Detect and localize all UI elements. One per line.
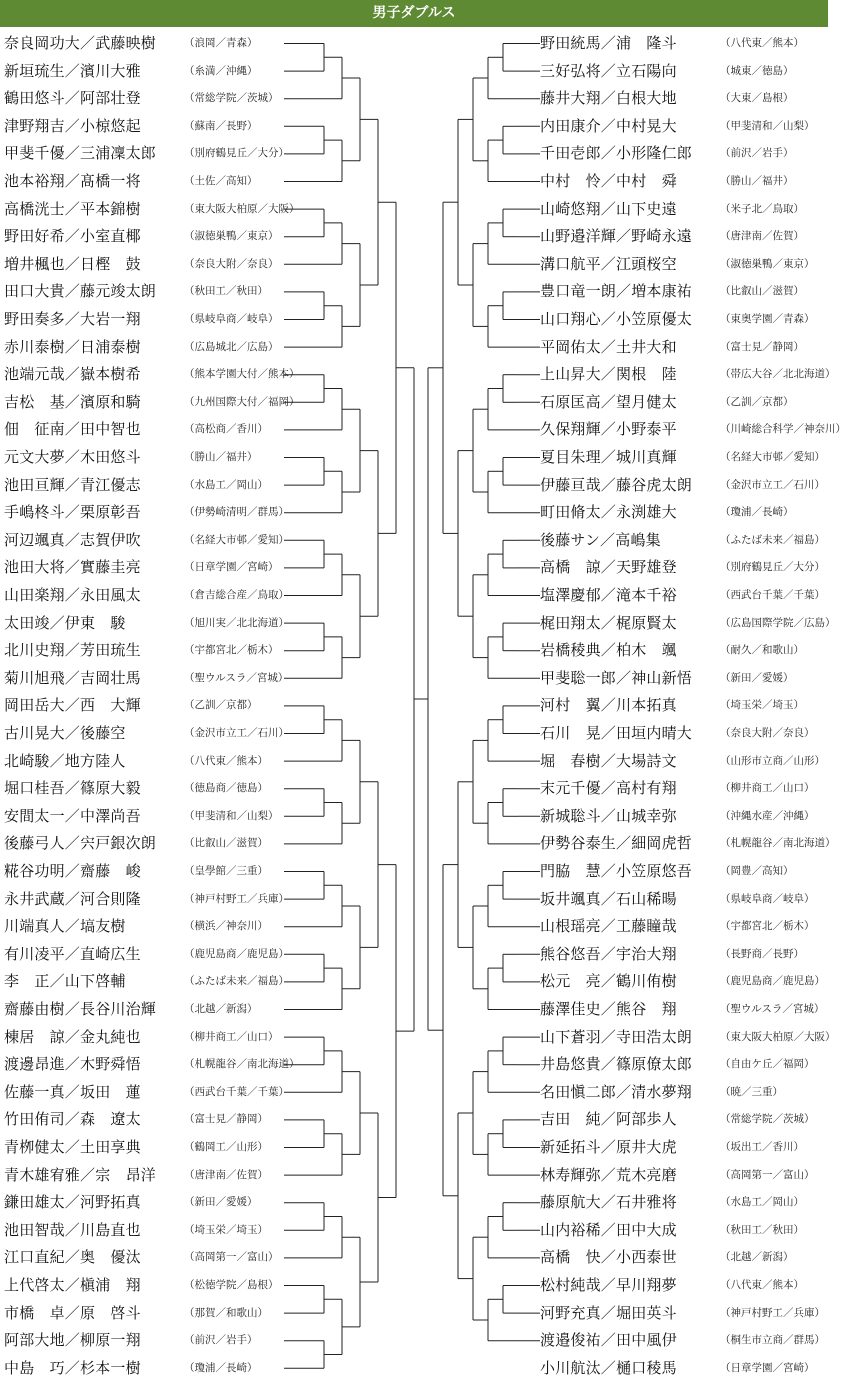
player-names: 吉松 基／濱原和騎 (4, 392, 141, 411)
player-names: 門脇 慧／小笠原悠吾 (540, 862, 693, 880)
player-names: 藤井大翔／白根大地 (540, 89, 677, 108)
player-names: 岩橋稜典／柏木 颯 (540, 641, 677, 660)
school-prefecture: （米子北／鳥取） (720, 202, 804, 215)
school-prefecture: （日章学園／宮崎） (720, 1361, 815, 1374)
player-names: 棟居 諒／金丸純也 (4, 1027, 141, 1046)
player-names: 池田亘輝／青江優志 (4, 475, 141, 494)
player-names: 堀口桂吾／篠原大毅 (4, 779, 141, 798)
school-prefecture: （比叡山／滋賀） (184, 837, 268, 850)
player-names: 伊勢谷泰生／細岡虎哲 (540, 834, 693, 853)
school-prefecture: （金沢市立工／石川） (184, 727, 289, 739)
school-prefecture: （宇都宮北／栃木） (720, 920, 815, 933)
player-names: 溝口航平／江頭桜空 (540, 254, 677, 273)
player-names: 梶田翔太／梶原賢太 (540, 613, 677, 632)
page-title: 男子ダブルス (0, 0, 828, 27)
player-names: 阿部大地／柳原一翔 (4, 1331, 141, 1350)
school-prefecture: （西武台千葉／千葉） (184, 1085, 289, 1098)
player-names: 佃 征南／田中智也 (4, 420, 141, 439)
school-prefecture: （別府鶴見丘／大分） (720, 561, 825, 574)
player-names: 坂井颯真／石山稀暘 (540, 889, 677, 908)
player-names: 藤原航大／石井雅将 (540, 1193, 677, 1212)
player-names: 石原匡高／望月健太 (540, 392, 677, 411)
school-prefecture: （富士見／静岡） (720, 340, 804, 353)
player-names: 伊藤亘哉／藤谷虎太朗 (540, 475, 693, 494)
player-names: 岡田岳大／西 大輝 (4, 696, 141, 715)
school-prefecture: （勝山／福井） (720, 175, 794, 187)
school-prefecture: （乙訓／京都） (184, 699, 258, 712)
school-prefecture: （富士見／静岡） (184, 1113, 268, 1126)
school-prefecture: （乙訓／京都） (720, 395, 794, 408)
school-prefecture: （常総学院／茨城） (720, 1113, 815, 1126)
player-names: 中島 巧／杉本一樹 (4, 1358, 141, 1377)
school-prefecture: （秋田工／秋田） (720, 1223, 804, 1236)
school-prefecture: （帯広大谷／北北海道） (720, 368, 836, 381)
player-names: 山下蒼羽／寺田浩太朗 (540, 1027, 693, 1046)
player-names: 河辺颯真／志賀伊吹 (4, 530, 141, 549)
school-prefecture: （松徳学院／島根） (184, 1279, 279, 1291)
school-prefecture: （瓊浦／長崎） (184, 1361, 258, 1374)
player-names: 糀谷功明／齋藤 峻 (4, 862, 141, 880)
school-prefecture: （皇學館／三重） (184, 865, 268, 877)
school-prefecture: （唐津南／佐賀） (720, 230, 804, 243)
school-prefecture: （山形市立商／山形） (720, 754, 825, 767)
player-names: 山野邉洋輝／野崎永遠 (540, 227, 693, 246)
player-names: 李 正／山下啓輔 (4, 972, 126, 991)
school-prefecture: （広島国際学院／広島） (720, 616, 836, 629)
school-prefecture: （水島工／岡山） (184, 478, 268, 491)
player-names: 甲斐千優／三浦凜太郎 (4, 144, 157, 163)
school-prefecture: （糸満／沖縄） (184, 64, 258, 77)
player-names: 高橋洸士／平本錦樹 (4, 199, 141, 218)
school-prefecture: （甲斐清和／山梨） (184, 809, 279, 822)
player-names: 三好弘将／立石陽向 (540, 61, 677, 80)
school-prefecture: （甲斐清和／山梨） (720, 119, 815, 132)
player-names: 熊谷悠吾／宇治大翔 (540, 944, 677, 963)
school-prefecture: （坂出工／香川） (720, 1141, 804, 1153)
school-prefecture: （北越／新潟） (720, 1251, 794, 1264)
player-names: 新垣琉生／濱川大雅 (4, 61, 141, 80)
school-prefecture: （旭川実／北北海道） (184, 616, 289, 629)
player-names: 町田脩太／永渕雄大 (540, 503, 677, 522)
player-names: 名田愼二郎／清水夢翔 (540, 1082, 693, 1101)
player-names: 増井楓也／日樫 鼓 (4, 254, 141, 273)
player-names: 渡邉俊祐／田中風伊 (540, 1331, 677, 1350)
player-names: 豊口竜一朗／増本康祐 (540, 282, 693, 301)
player-names: 夏目朱理／城川真輝 (540, 448, 677, 466)
school-prefecture: （熊本学園大付／熊本） (184, 368, 300, 381)
player-names: 永井武蔵／河合則隆 (4, 889, 141, 908)
school-prefecture: （県岐阜商／岐阜） (720, 892, 815, 905)
player-names: 小川航汰／樋口稜馬 (540, 1358, 677, 1377)
player-names: 野田統馬／浦 隆斗 (540, 34, 677, 52)
player-names: 池田智哉／川島直也 (4, 1220, 141, 1239)
player-names: 平岡佑太／土井大和 (540, 337, 677, 356)
player-names: 石川 晃／田垣内晴大 (540, 724, 693, 742)
player-names: 塩澤慶郁／滝本千裕 (540, 586, 677, 604)
player-names: 松元 亮／鶴川侑樹 (540, 972, 677, 991)
school-prefecture: （名経大市邨／愛知） (184, 533, 289, 546)
school-prefecture: （奈良大附／奈良） (184, 257, 279, 270)
school-prefecture: （淑徳巣鴨／東京） (720, 257, 815, 270)
school-prefecture: （北越／新潟） (184, 1003, 258, 1015)
school-prefecture: （岡豊／高知） (720, 865, 794, 877)
school-prefecture: （神戸村野工／兵庫） (720, 1306, 825, 1319)
player-names: 田口大貴／藤元竣太朗 (4, 282, 157, 301)
school-prefecture: （八代東／熊本） (720, 37, 804, 49)
player-names: 池本裕翔／髙橋一将 (4, 172, 141, 190)
player-names: 青栁健太／土田享典 (4, 1138, 141, 1156)
player-names: 池田大将／實藤圭亮 (4, 558, 141, 577)
player-names: 鶴田悠斗／阿部壮登 (4, 89, 141, 108)
player-names: 松村純哉／早川翔夢 (540, 1276, 677, 1294)
school-prefecture: （浪岡／青森） (184, 37, 258, 49)
player-names: 野田奏多／大岩一翔 (4, 310, 141, 328)
school-prefecture: （別府鶴見丘／大分） (184, 147, 289, 160)
player-names: 林寿輝弥／荒木亮磨 (540, 1165, 677, 1184)
player-names: 高橋 快／小西泰世 (540, 1248, 677, 1267)
school-prefecture: （土佐／高知） (184, 175, 258, 187)
player-names: 千田壱郎／小形隆仁郎 (540, 144, 693, 163)
player-names: 井島悠貴／篠原僚太郎 (540, 1055, 693, 1074)
player-names: 江口直紀／奥 優汰 (4, 1248, 141, 1267)
player-names: 古川晃大／後藤空 (4, 724, 126, 742)
school-prefecture: （鹿児島商／鹿児島） (184, 947, 289, 960)
school-prefecture: （鶴岡工／山形） (184, 1141, 268, 1153)
school-prefecture: （西武台千葉／千葉） (720, 589, 825, 601)
school-prefecture: （聖ウルスラ／宮城） (184, 671, 289, 684)
school-prefecture: （暁／三重） (720, 1085, 783, 1098)
player-names: 菊川旭飛／吉岡壮馬 (4, 668, 141, 687)
school-prefecture: （川崎総合科学／神奈川） (720, 423, 846, 436)
school-prefecture: （県岐阜商／岐阜） (184, 313, 279, 325)
player-names: 高橋 諒／天野雄登 (540, 558, 677, 577)
school-prefecture: （東大阪大柏原／大阪） (720, 1030, 836, 1043)
school-prefecture: （新田／愛媛） (720, 671, 794, 684)
player-names: 内田康介／中村晃大 (540, 116, 677, 135)
player-names: 市橋 卓／原 啓斗 (4, 1303, 141, 1322)
school-prefecture: （水島工／岡山） (720, 1196, 804, 1209)
school-prefecture: （東奥学園／青森） (720, 313, 815, 325)
player-names: 手嶋柊斗／栗原彰吾 (4, 503, 141, 522)
school-prefecture: （ふたば未来／福島） (720, 533, 825, 546)
player-names: 川端真人／塙友樹 (4, 917, 126, 936)
player-names: 竹田侑司／森 遼太 (4, 1110, 141, 1129)
player-names: 北崎駿／地方陸人 (4, 751, 126, 770)
player-names: 有川凌平／直崎広生 (4, 944, 141, 963)
player-names: 藤澤佳史／熊谷 翔 (540, 1000, 677, 1018)
player-names: 堀 春樹／大場詩文 (540, 751, 677, 770)
player-names: 山田楽翔／永田風太 (4, 586, 141, 604)
school-prefecture: （東大阪大柏原／大阪） (184, 202, 300, 215)
player-names: 甲斐聡一郎／神山新悟 (540, 668, 693, 687)
school-prefecture: （日章学園／宮崎） (184, 561, 279, 574)
school-prefecture: （聖ウルスラ／宮城） (720, 1003, 825, 1015)
player-names: 赤川泰樹／日浦泰樹 (4, 337, 141, 356)
school-prefecture: （埼玉栄／埼玉） (184, 1223, 268, 1236)
player-names: 鎌田雄太／河野拓真 (4, 1193, 141, 1212)
player-names: 山崎悠翔／山下史遠 (540, 199, 677, 218)
school-prefecture: （比叡山／滋賀） (720, 285, 804, 298)
school-prefecture: （宇都宮北／栃木） (184, 644, 279, 657)
school-prefecture: （神戸村野工／兵庫） (184, 892, 289, 905)
school-prefecture: （自由ケ丘／福岡） (720, 1058, 815, 1071)
school-prefecture: （淑徳巣鴨／東京） (184, 230, 279, 243)
player-names: 安間太一／中澤尚吾 (4, 806, 141, 825)
player-names: 後藤サン／高嶋集 (540, 530, 661, 549)
school-prefecture: （瓊浦／長崎） (720, 506, 794, 519)
school-prefecture: （金沢市立工／石川） (720, 478, 825, 491)
player-names: 山根瑶亮／工藤瞳哉 (540, 917, 677, 936)
player-names: 元文大夢／木田悠斗 (4, 448, 141, 466)
player-names: 渡邊昂進／木野舜悟 (4, 1055, 141, 1074)
school-prefecture: （八代東／熊本） (720, 1279, 804, 1291)
player-names: 奈良岡功大／武藤映樹 (4, 34, 157, 52)
school-prefecture: （高松商／香川） (184, 423, 268, 436)
player-names: 久保翔輝／小野泰平 (540, 420, 677, 439)
school-prefecture: （八代東／熊本） (184, 754, 268, 767)
school-prefecture: （蘇南／長野） (184, 119, 258, 132)
school-prefecture: （広島城北／広島） (184, 340, 279, 353)
player-names: 新延拓斗／原井大虎 (540, 1138, 677, 1156)
player-names: 野田好希／小室直椰 (4, 227, 141, 246)
school-prefecture: （那賀／和歌山） (184, 1306, 268, 1319)
player-names: 齋藤由樹／長谷川治輝 (4, 1000, 157, 1018)
school-prefecture: （大東／島根） (720, 92, 794, 105)
school-prefecture: （耐久／和歌山） (720, 644, 804, 657)
school-prefecture: （秋田工／秋田） (184, 285, 268, 298)
player-names: 上山昇大／関根 陸 (540, 365, 677, 384)
school-prefecture: （高岡第一／富山） (720, 1168, 815, 1181)
school-prefecture: （倉吉総合産／鳥取） (184, 589, 289, 601)
school-prefecture: （前沢／岩手） (720, 147, 794, 160)
school-prefecture: （鹿児島商／鹿児島） (720, 975, 825, 988)
player-names: 後藤弓人／宍戸銀次朗 (4, 834, 157, 853)
player-names: 佐藤一真／坂田 蓮 (4, 1082, 141, 1101)
school-prefecture: （高岡第一／富山） (184, 1251, 279, 1264)
school-prefecture: （奈良大附／奈良） (720, 727, 815, 739)
player-names: 青木雄宥雅／宗 昂洋 (4, 1165, 157, 1184)
school-prefecture: （桐生市立商／群馬） (720, 1334, 825, 1347)
school-prefecture: （札幌龍谷／南北海道） (720, 837, 836, 850)
school-prefecture: （柳井商工／山口） (184, 1030, 279, 1043)
school-prefecture: （前沢／岩手） (184, 1334, 258, 1347)
player-names: 吉田 純／阿部歩人 (540, 1110, 677, 1129)
school-prefecture: （伊勢崎清明／群馬） (184, 506, 289, 519)
player-names: 山口翔心／小笠原優太 (540, 310, 693, 328)
school-prefecture: （沖縄水産／沖縄） (720, 809, 815, 822)
player-names: 上代啓太／槇浦 翔 (4, 1276, 141, 1294)
school-prefecture: （勝山／福井） (184, 451, 258, 463)
player-names: 新城聡斗／山城幸弥 (540, 806, 677, 825)
player-names: 河野充真／堀田英斗 (540, 1303, 677, 1322)
player-names: 北川史翔／芳田琉生 (4, 641, 141, 660)
school-prefecture: （ふたば未来／福島） (184, 975, 289, 988)
player-names: 太田竣／伊東 駿 (4, 613, 126, 632)
school-prefecture: （徳島商／徳島） (184, 782, 268, 795)
school-prefecture: （札幌龍谷／南北海道） (184, 1058, 300, 1071)
player-names: 津野翔吉／小椋悠起 (4, 116, 141, 135)
school-prefecture: （新田／愛媛） (184, 1196, 258, 1209)
player-names: 山内裕稀／田中大成 (540, 1220, 677, 1239)
school-prefecture: （埼玉栄／埼玉） (720, 699, 804, 712)
player-names: 河村 翼／川本拓真 (540, 696, 677, 715)
school-prefecture: （横浜／神奈川） (184, 920, 268, 933)
player-names: 中村 怜／中村 舜 (540, 172, 677, 190)
school-prefecture: （柳井商工／山口） (720, 782, 815, 795)
school-prefecture: （九州国際大付／福岡） (184, 395, 300, 408)
school-prefecture: （名経大市邨／愛知） (720, 451, 825, 463)
player-names: 池端元哉／嶽本樹希 (4, 365, 141, 384)
school-prefecture: （長野商／長野） (720, 947, 804, 960)
school-prefecture: （唐津南／佐賀） (184, 1168, 268, 1181)
player-names: 末元千優／高村有翔 (540, 779, 677, 798)
school-prefecture: （常総学院／茨城） (184, 92, 279, 105)
school-prefecture: （城東／徳島） (720, 64, 794, 77)
